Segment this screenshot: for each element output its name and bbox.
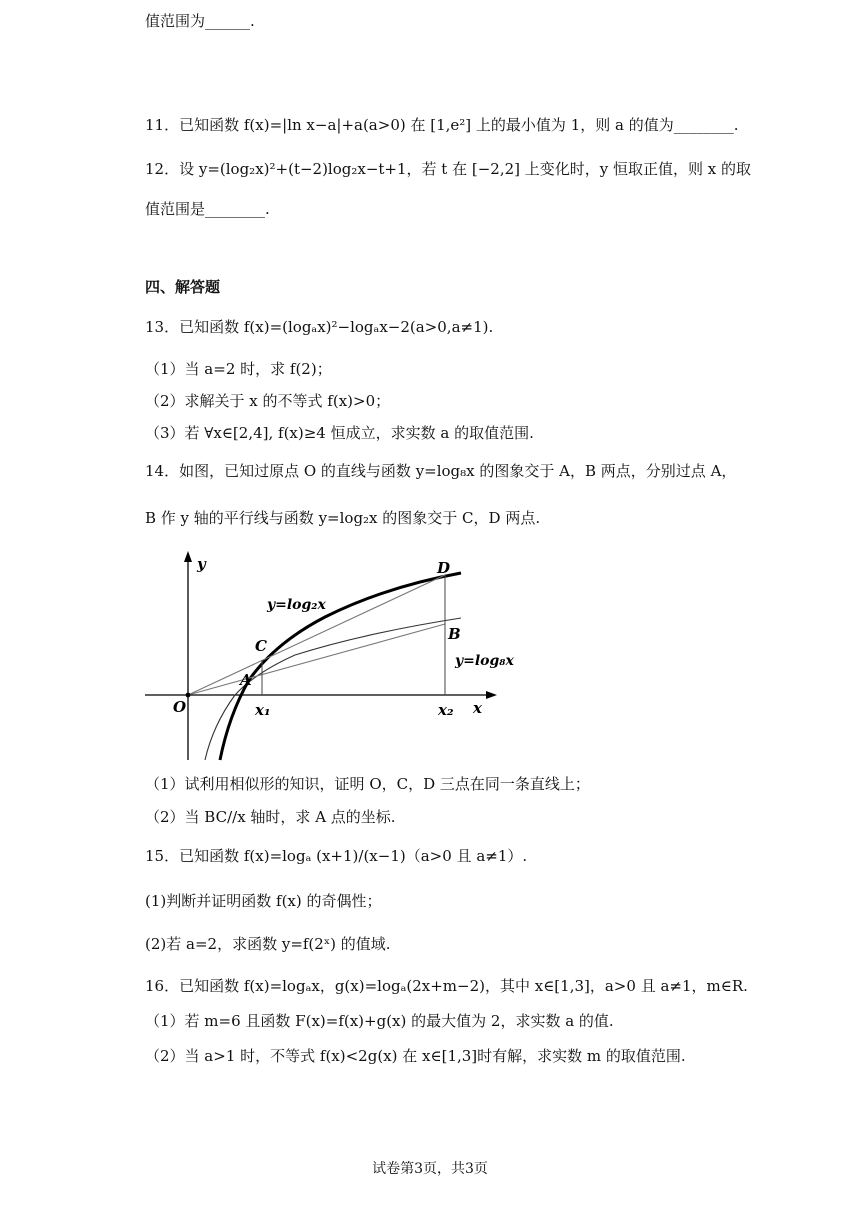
x2-label: x₂	[438, 701, 454, 719]
point-A: A	[240, 671, 252, 689]
log2-curve	[220, 573, 461, 760]
x1-label: x₁	[255, 701, 271, 719]
question-15-part2: (2)若 a=2，求函数 y=f(2ˣ) 的值域.	[145, 935, 391, 953]
question-14-part1: （1）试利用相似形的知识，证明 O，C，D 三点在同一条直线上；	[145, 775, 590, 793]
x-axis-label: x	[473, 699, 482, 717]
log2-label: y=log₂x	[267, 597, 326, 613]
log8-label: y=log₈x	[455, 653, 514, 669]
question-11: 11．已知函数 f(x)=|ln x−a|+a(a>0) 在 [1,e²] 上的最小值为 1，则 a 的值为________.	[145, 116, 739, 134]
origin-label: O	[173, 698, 187, 716]
q10-tail: 值范围为______.	[145, 12, 255, 30]
question-15: 15．已知函数 f(x)=logₐ (x+1)/(x−1)（a>0 且 a≠1）.	[145, 847, 528, 865]
question-13: 13．已知函数 f(x)=(logₐx)²−logₐx−2(a>0,a≠1).	[145, 318, 494, 336]
section-heading-answer: 四、解答题	[145, 278, 221, 296]
question-13-part1: （1）当 a=2 时，求 f(2)；	[145, 360, 332, 378]
point-C: C	[255, 637, 267, 655]
question-13-part3: （3）若 ∀x∈[2,4], f(x)≥4 恒成立，求实数 a 的取值范围.	[145, 424, 534, 442]
question-12-tail: 值范围是________.	[145, 200, 270, 218]
point-B: B	[448, 625, 461, 643]
point-D: D	[437, 559, 451, 577]
question-14-part2: （2）当 BC//x 轴时，求 A 点的坐标.	[145, 808, 396, 826]
question-16: 16．已知函数 f(x)=logₐx，g(x)=logₐ(2x+m−2)，其中 x∈[1,3]，a>0 且 a≠1，m∈R.	[145, 977, 748, 995]
question-16-part2: （2）当 a>1 时，不等式 f(x)<2g(x) 在 x∈[1,3]时有解，求实数 m 的取值范围.	[145, 1047, 686, 1065]
question-12: 12．设 y=(log₂x)²+(t−2)log₂x−t+1，若 t 在 [−2,2] 上变化时，y 恒取正值，则 x 的取	[145, 160, 752, 178]
question-14-cont: B 作 y 轴的平行线与函数 y=log₂x 的图象交于 C，D 两点.	[145, 509, 541, 527]
log-graph-figure	[145, 545, 545, 765]
question-13-part2: （2）求解关于 x 的不等式 f(x)>0；	[145, 392, 391, 410]
question-15-part1: (1)判断并证明函数 f(x) 的奇偶性；	[145, 892, 382, 910]
question-14: 14．如图，已知过原点 O 的直线与函数 y=log₈x 的图象交于 A，B 两点，分别过点 A，	[145, 462, 737, 480]
question-16-part1: （1）若 m=6 且函数 F(x)=f(x)+g(x) 的最大值为 2，求实数 a 的值.	[145, 1012, 614, 1030]
y-axis-label: y	[197, 555, 206, 573]
page-footer: 试卷第3页，共3页	[372, 1161, 488, 1177]
